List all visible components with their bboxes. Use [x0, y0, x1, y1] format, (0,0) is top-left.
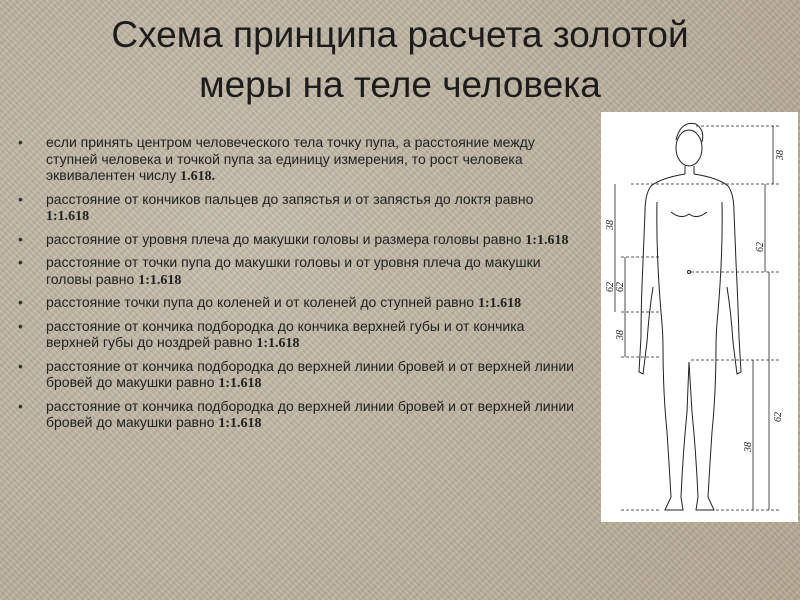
- bullet-value: 1.618.: [180, 169, 216, 184]
- bullet-dot-icon: •: [18, 190, 23, 207]
- body-drawing: [601, 112, 798, 522]
- bullet-value: 1:1.618: [218, 376, 262, 391]
- dim-label: 62: [615, 282, 626, 292]
- dim-label: 38: [605, 220, 616, 230]
- bullet-text: расстояние от кончиков пальцев до запястья и от запястья до локтя равно: [46, 190, 534, 207]
- bullet-item: [16, 398, 576, 433]
- bullet-dot-icon: •: [18, 294, 23, 310]
- slide-title: [20, 10, 780, 110]
- bullet-text: расстояние от кончика подбородка до кончика верхней губы и от кончика верхней губы до ноздрей равно: [46, 317, 525, 350]
- bullet-value: 1:1.618: [138, 272, 182, 288]
- bullet-item: [16, 358, 576, 393]
- bullet-text: расстояние точки пупа до коленей и от коленей до ступней равно: [46, 294, 478, 310]
- bullet-value: 1:1.618: [256, 336, 300, 351]
- bullet-item: [16, 231, 576, 250]
- bullet-dot-icon: •: [18, 230, 23, 247]
- head-shape: [676, 130, 702, 166]
- bullet-dot-icon: •: [18, 254, 23, 270]
- left-torso-shape: [657, 202, 663, 347]
- bullet-text: если принять центром человеческого тела точку пупа, а расстояние между ступней человека и точкой пупа за единицу измерения, то рост человека эквивалентен числу: [46, 134, 535, 183]
- bullet-value: 1:1.618: [525, 232, 569, 248]
- dim-label: 38: [775, 150, 786, 160]
- bullet-value: 1:1.618: [477, 296, 522, 311]
- right-torso-shape: [716, 202, 722, 347]
- chest-shape: [671, 212, 707, 217]
- human-body-proportions-figure: [601, 112, 798, 522]
- neck-shape: [685, 166, 694, 174]
- bullet-item: [16, 254, 576, 289]
- dim-label: 38: [615, 330, 626, 340]
- bullet-dot-icon: •: [18, 317, 23, 334]
- title-line-1: Схема принципа расчета золотой: [111, 14, 689, 55]
- bullet-dot-icon: •: [18, 134, 23, 150]
- left-leg-shape: [663, 347, 689, 510]
- dim-label: 62: [773, 412, 784, 422]
- bullet-dot-icon: •: [18, 397, 23, 414]
- dim-label: 38: [743, 442, 754, 452]
- bullet-text: расстояние от кончика подбородка до верхней линии бровей и от верхней линии бровей до макушки равно: [46, 357, 574, 390]
- bullet-item: [16, 318, 576, 353]
- bullet-text: расстояние от уровня плеча до макушки головы и размера головы равно: [46, 230, 526, 247]
- bullet-dot-icon: •: [18, 357, 23, 374]
- title-line-2: меры на теле человека: [199, 64, 601, 105]
- bullet-text: расстояние от точки пупа до макушки головы и от уровня плеча до макушки головы равно: [46, 254, 541, 287]
- bullet-text: расстояние от кончика подбородка до верхней линии бровей и от верхней линии бровей до макушки равно: [46, 397, 574, 430]
- bullet-list: [16, 134, 576, 438]
- dim-label: 62: [605, 282, 616, 292]
- bullet-value: 1:1.618: [218, 416, 262, 431]
- navel-shape: [688, 271, 691, 274]
- bullet-value: 1:1.618: [46, 209, 90, 224]
- right-leg-shape: [689, 347, 716, 510]
- left-arm-shape: [639, 174, 685, 374]
- bullet-item: [16, 294, 576, 313]
- bullet-item: [16, 191, 576, 226]
- bullet-item: [16, 134, 576, 186]
- dim-label: 62: [755, 242, 766, 252]
- right-arm-shape: [694, 174, 741, 374]
